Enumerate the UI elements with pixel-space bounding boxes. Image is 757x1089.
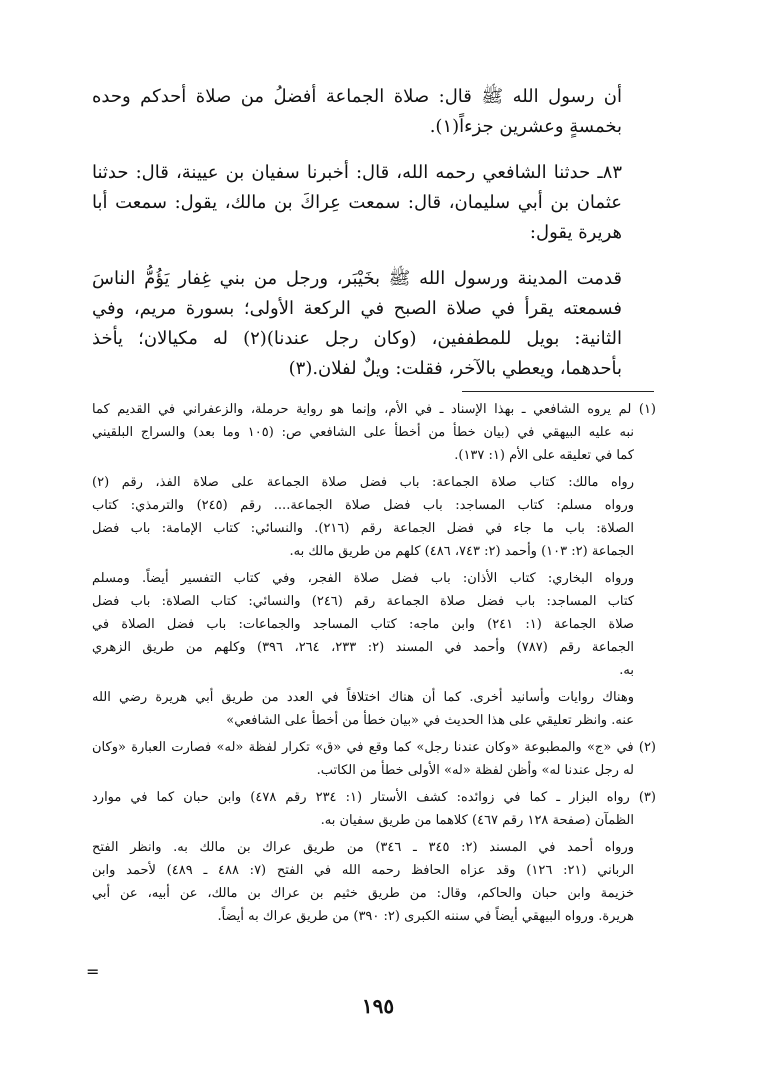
footnote-line: (٣) رواه البزار ـ كما في زوائده: كشف الأستار (١: ٢٣٤ رقم ٤٧٨) وابن حبان كما في موارد	[92, 790, 656, 805]
footnote-1-malik	[92, 471, 656, 563]
footnote-line: به.	[619, 663, 634, 678]
footnote-line: خزيمة وابن حبان والحاكم، وقال: من طريق خثيم بن عراك بن مالك، عن أبيه، عن أبي	[92, 886, 634, 901]
footnote-line: الصلاة: باب ما جاء في فضل الجماعة رقم (٢١٦). والنسائي: كتاب الإمامة: باب فضل	[92, 521, 634, 536]
footnote-line: (٢) في «ج» والمطبوعة «وكان عندنا رجل» كما وقع في «ق» تكرار لفظة «له» فصارت العبارة «وكان	[92, 740, 656, 755]
footnote-line: ورواه أحمد في المسند (٢: ٣٤٥ ـ ٣٤٦) من طريق عراك بن مالك به. وانظر الفتح	[92, 840, 635, 855]
footnote-line: ورواه البخاري: كتاب الأذان: باب فضل صلاة الفجر، وفي كتاب التفسير أيضاً. ومسلم	[92, 571, 634, 586]
footnote-line: له رجل عندنا له» وأظن لفظة «له» الأولى خطأ من الكاتب.	[316, 763, 634, 778]
paragraph-hadith-82-end	[92, 82, 622, 142]
main-line: أن رسول الله ﷺ قال: صلاة الجماعة أفضلُ من صلاة أحدكم وحده	[92, 86, 622, 107]
main-line: فسمعته يقرأ في صلاة الصبح في الركعة الأولى؛ بسورة مريم، وفي	[92, 298, 622, 319]
footnote-line: الجماعة (٢: ١٠٣) وأحمد (٢: ٧٤٣، ٤٨٦) كلهم من طريق مالك به.	[289, 544, 634, 559]
footnote-line: الظمآن (صفحة ١٢٨ رقم ٤٦٧) كلاهما من طريق سفيان به.	[320, 813, 634, 828]
footnote-line: نبه عليه البيهقي في (بيان خطأ من أخطأ على الشافعي ص: (١٠٥ وما بعد) والسراج البلقيني	[92, 425, 634, 440]
footnote-line: (١) لم يروه الشافعي ـ بهذا الإسناد ـ في الأم، وإنما هو رواية حرملة، والزعفراني في القديم كما	[92, 402, 656, 417]
main-line: بأحدهما، ويعطي بالآخر، فقلت: ويلٌ لفلان.(٣)	[288, 358, 622, 379]
main-line: ٨٣ـ حدثنا الشافعي رحمه الله، قال: أخبرنا سفيان بن عيينة، قال: حدثنا	[92, 162, 622, 183]
footnote-3-ahmad	[92, 836, 656, 928]
footnote-line: وهناك روايات وأسانيد أخرى. كما أن هناك اختلافاً في العدد من طريق أبي هريرة رضي الله	[92, 690, 634, 705]
main-text	[92, 82, 622, 400]
footnote-line: الرباني (٢١: ١٢٦) وقد عزاه الحافظ رحمه الله في الفتح (٧: ٤٨٨ ـ ٤٨٩) لأحمد وابن	[92, 863, 635, 878]
footnote-line: كتاب المساجد: باب فضل صلاة الجماعة رقم (٢٤٦) والنسائي: كتاب الصلاة: باب فضل	[92, 594, 635, 609]
main-line: الثانية: بويل للمطففين، (وكان رجل عندنا)(٢) له مكيالان؛ يأخذ	[92, 328, 622, 349]
main-line: بخمسةٍ وعشرين جزءاً(١).	[429, 116, 622, 137]
main-line: هريرة يقول:	[529, 222, 622, 243]
paragraph-hadith-83-isnad	[92, 158, 622, 248]
footnote-1	[92, 398, 656, 467]
main-line: عثمان بن أبي سليمان، قال: سمعت عِراكَ بن مالك، يقول: سمعت أبا	[92, 192, 622, 213]
footnote-1-bukhari	[92, 567, 656, 682]
continuation-mark: =	[86, 962, 100, 981]
footnote-3	[92, 786, 656, 832]
footnotes	[92, 398, 656, 932]
footnote-2	[92, 736, 656, 782]
footnote-line: صلاة الجماعة (١: ٢٤١) وابن ماجه: كتاب المساجد والجماعات: باب فضل الصلاة في	[92, 617, 634, 632]
footnote-line: الجماعة رقم (٧٨٧) وأحمد في المسند (٢: ٢٣٣، ٢٦٤، ٣٩٦) وكلهم من طريق الزهري	[92, 640, 635, 655]
footnote-line: ورواه مسلم: كتاب المساجد: باب فضل صلاة الجماعة.... رقم (٢٤٥) والترمذي: كتاب	[92, 498, 635, 513]
page-number: ١٩٥	[361, 994, 395, 1018]
footnote-separator	[462, 391, 654, 392]
main-line: قدمت المدينة ورسول الله ﷺ بخَيْبَر، ورجل من بني غِفار يَؤُمُّ الناسَ	[92, 268, 622, 289]
footnote-line: كما في تعليقه على الأم (١: ١٣٧).	[454, 448, 634, 463]
footnote-1-other	[92, 686, 656, 732]
footnote-line: هريرة. ورواه البيهقي أيضاً في سننه الكبرى (٢: ٣٩٠) من طريق عراك به أيضاً.	[217, 909, 634, 924]
footnote-line: رواه مالك: كتاب صلاة الجماعة: باب فضل صلاة الجماعة على صلاة الفذ، رقم (٢)	[92, 475, 634, 490]
paragraph-hadith-83-matn	[92, 264, 622, 384]
footnote-line: عنه. وانظر تعليقي على هذا الحديث في «بيان خطأ من أخطأ على الشافعي»	[226, 713, 634, 728]
